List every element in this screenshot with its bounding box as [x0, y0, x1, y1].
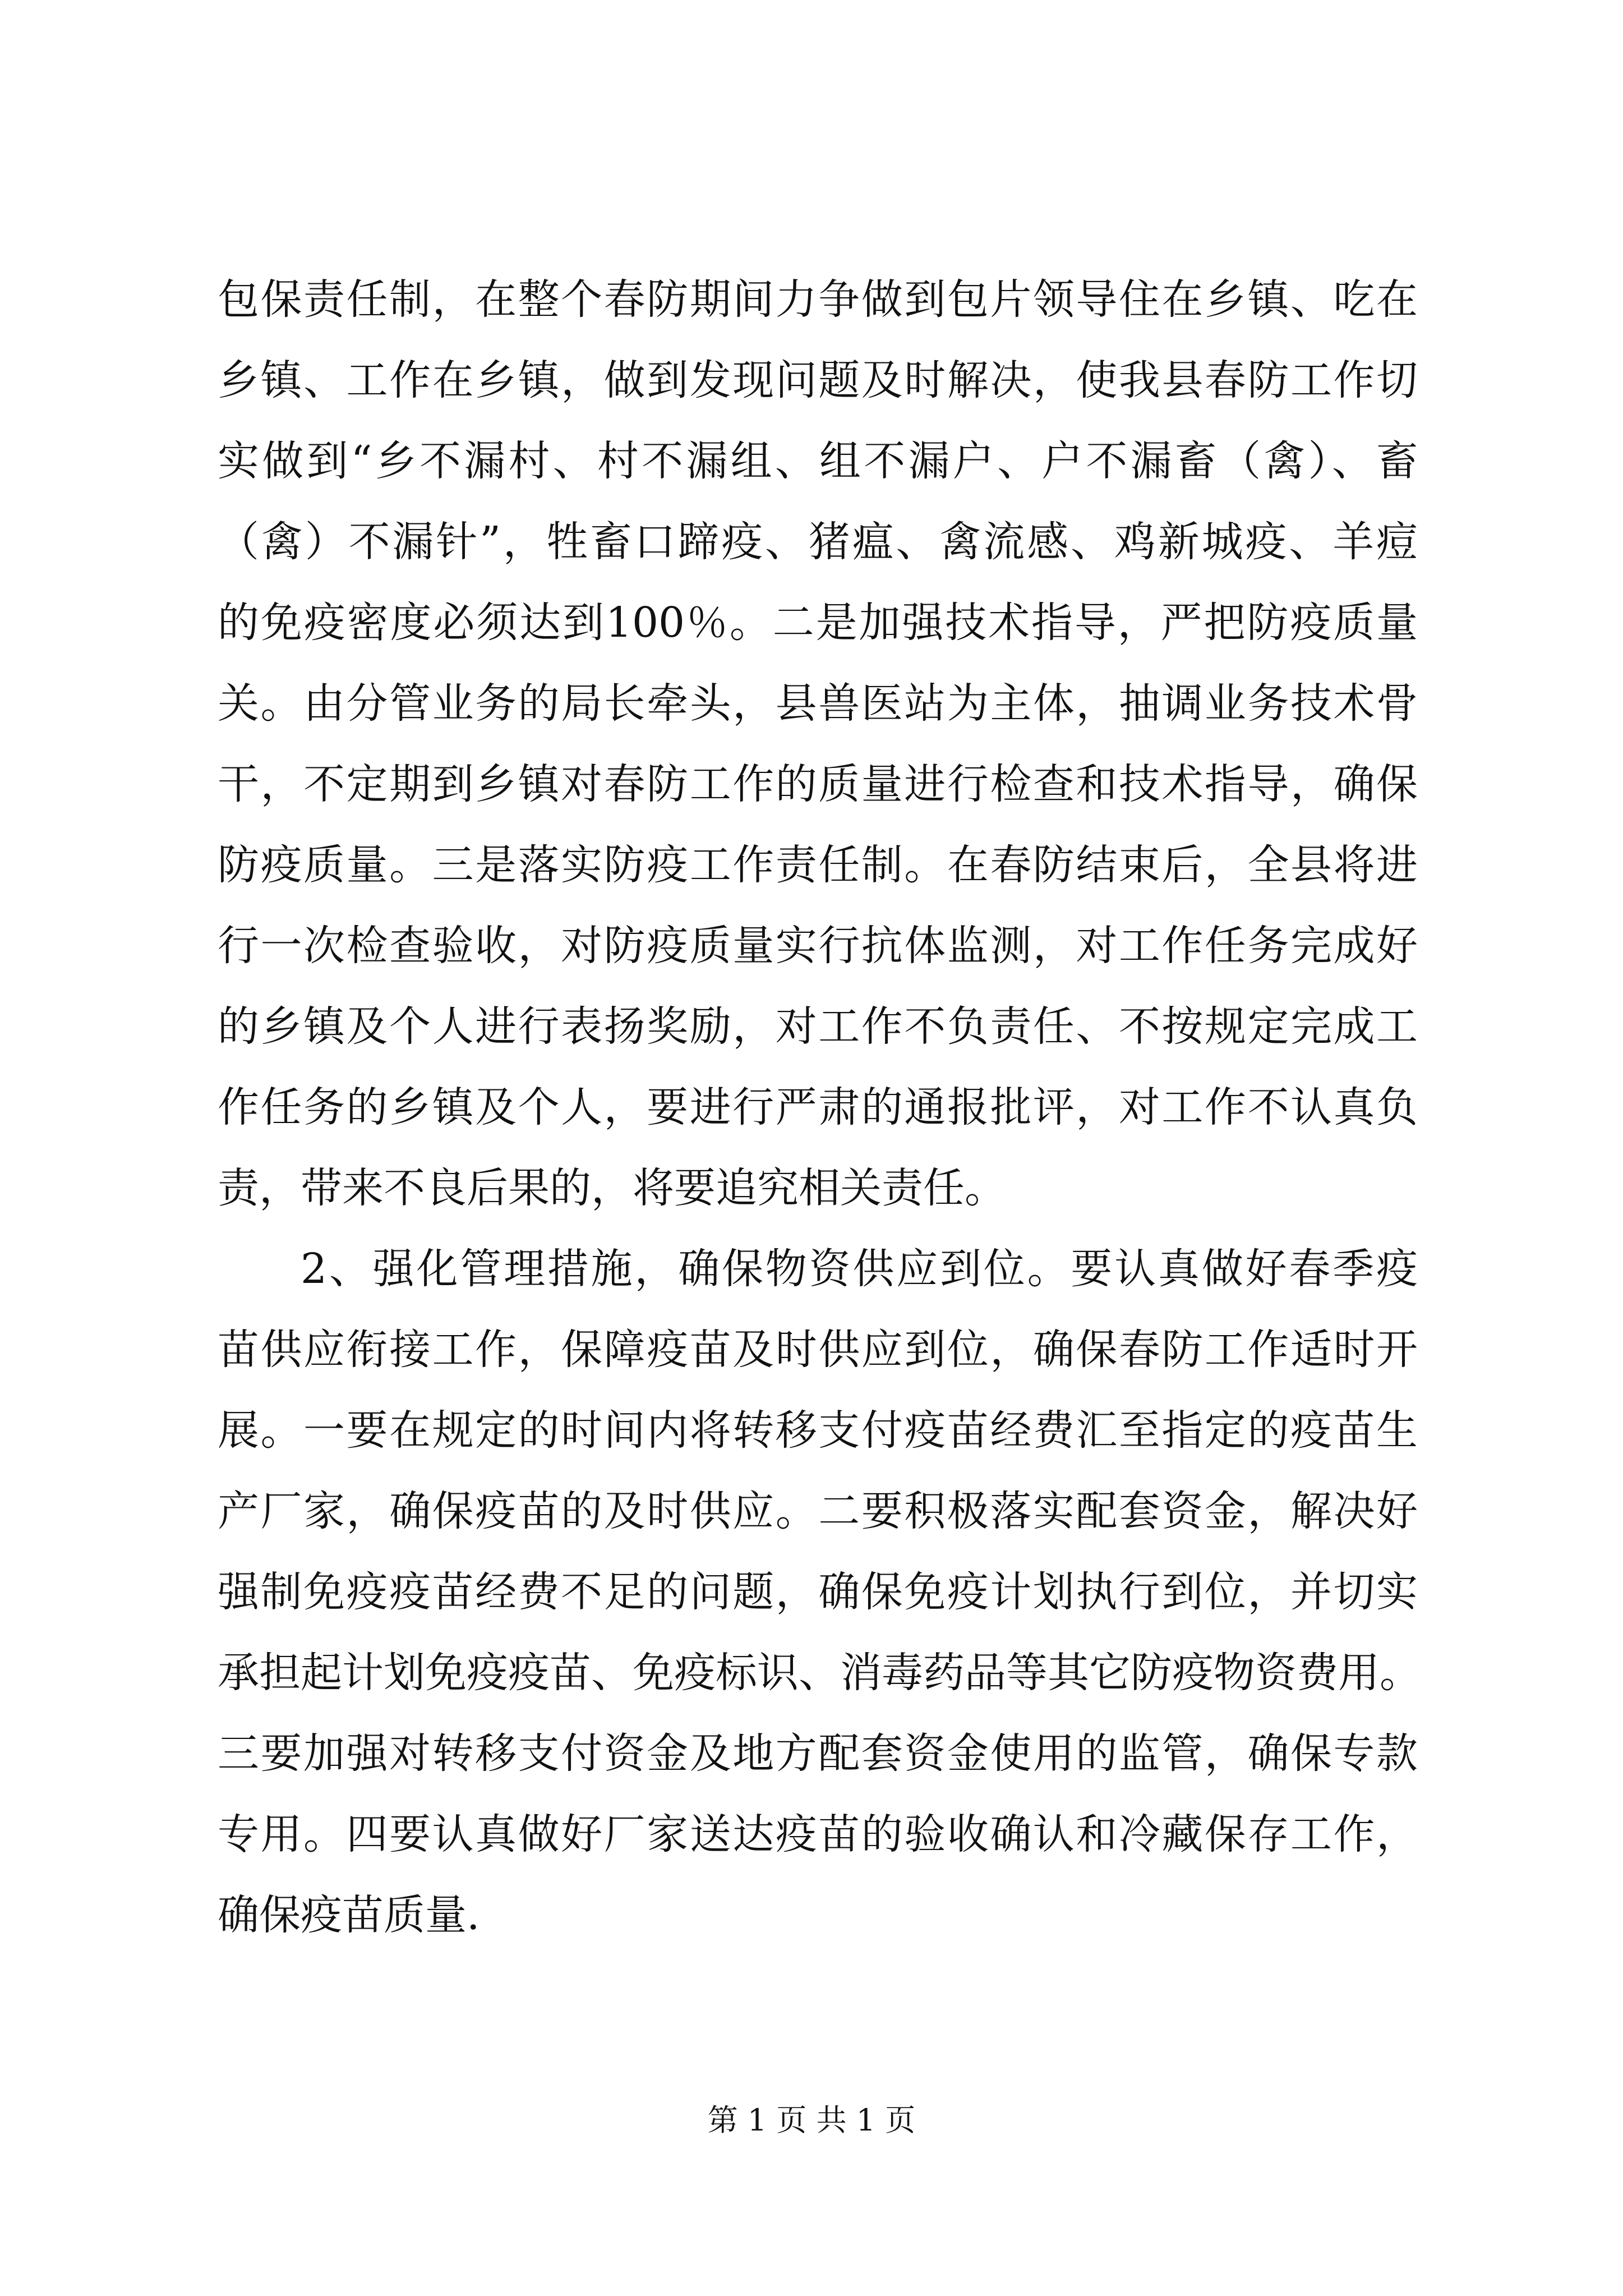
text-line: 承担起计划免疫疫苗、免疫标识、消毒药品等其它防疫物资费用。	[218, 1649, 1421, 1697]
text-line: 防疫质量。三是落实防疫工作责任制。在春防结束后，全县将进	[218, 841, 1418, 889]
text-line: 苗供应衔接工作，保障疫苗及时供应到位，确保春防工作适时开	[218, 1326, 1418, 1374]
text-line: 的乡镇及个人进行表扬奖励，对工作不负责任、不按规定完成工	[218, 1002, 1418, 1051]
text-line: 实做到“乡不漏村、村不漏组、组不漏户、户不漏畜（禽）、畜	[218, 437, 1418, 485]
text-line: 包保责任制，在整个春防期间力争做到包片领导住在乡镇、吃在	[218, 275, 1418, 324]
text-line: 三要加强对转移支付资金及地方配套资金使用的监管，确保专款	[218, 1729, 1418, 1778]
text-line: 确保疫苗质量.	[218, 1891, 480, 1939]
text-line: 作任务的乡镇及个人，要进行严肃的通报批评，对工作不认真负	[218, 1083, 1418, 1131]
text-line: （禽）不漏针”，牲畜口蹄疫、猪瘟、禽流感、鸡新城疫、羊痘	[218, 518, 1418, 566]
text-line: 专用。四要认真做好厂家送达疫苗的验收确认和冷藏保存工作，	[218, 1810, 1418, 1858]
text-line: 行一次检查验收，对防疫质量实行抗体监测，对工作任务完成好	[218, 922, 1418, 970]
body-text	[218, 259, 1421, 1955]
text-line: 责，带来不良后果的，将要追究相关责任。	[218, 1164, 1006, 1212]
text-line: 强制免疫疫苗经费不足的问题，确保免疫计划执行到位，并切实	[218, 1568, 1418, 1616]
text-line: 关。由分管业务的局长牵头，县兽医站为主体，抽调业务技术骨	[218, 679, 1418, 728]
text-line: 的免疫密度必须达到100％。二是加强技术指导，严把防疫质量	[218, 599, 1418, 647]
text-line: 干，不定期到乡镇对春防工作的质量进行检查和技术指导，确保	[218, 760, 1418, 808]
text-line: 乡镇、工作在乡镇，做到发现问题及时解决，使我县春防工作切	[218, 356, 1418, 404]
text-line: 产厂家，确保疫苗的及时供应。二要积极落实配套资金，解决好	[218, 1487, 1418, 1535]
text-line: 展。一要在规定的时间内将转移支付疫苗经费汇至指定的疫苗生	[218, 1406, 1418, 1455]
text-line: 2、强化管理措施，确保物资供应到位。要认真做好春季疫	[301, 1245, 1418, 1293]
paragraph-1	[218, 259, 1418, 1228]
page-footer: 第 1 页 共 1 页	[707, 2102, 916, 2138]
paragraph-2	[218, 1228, 1421, 1955]
